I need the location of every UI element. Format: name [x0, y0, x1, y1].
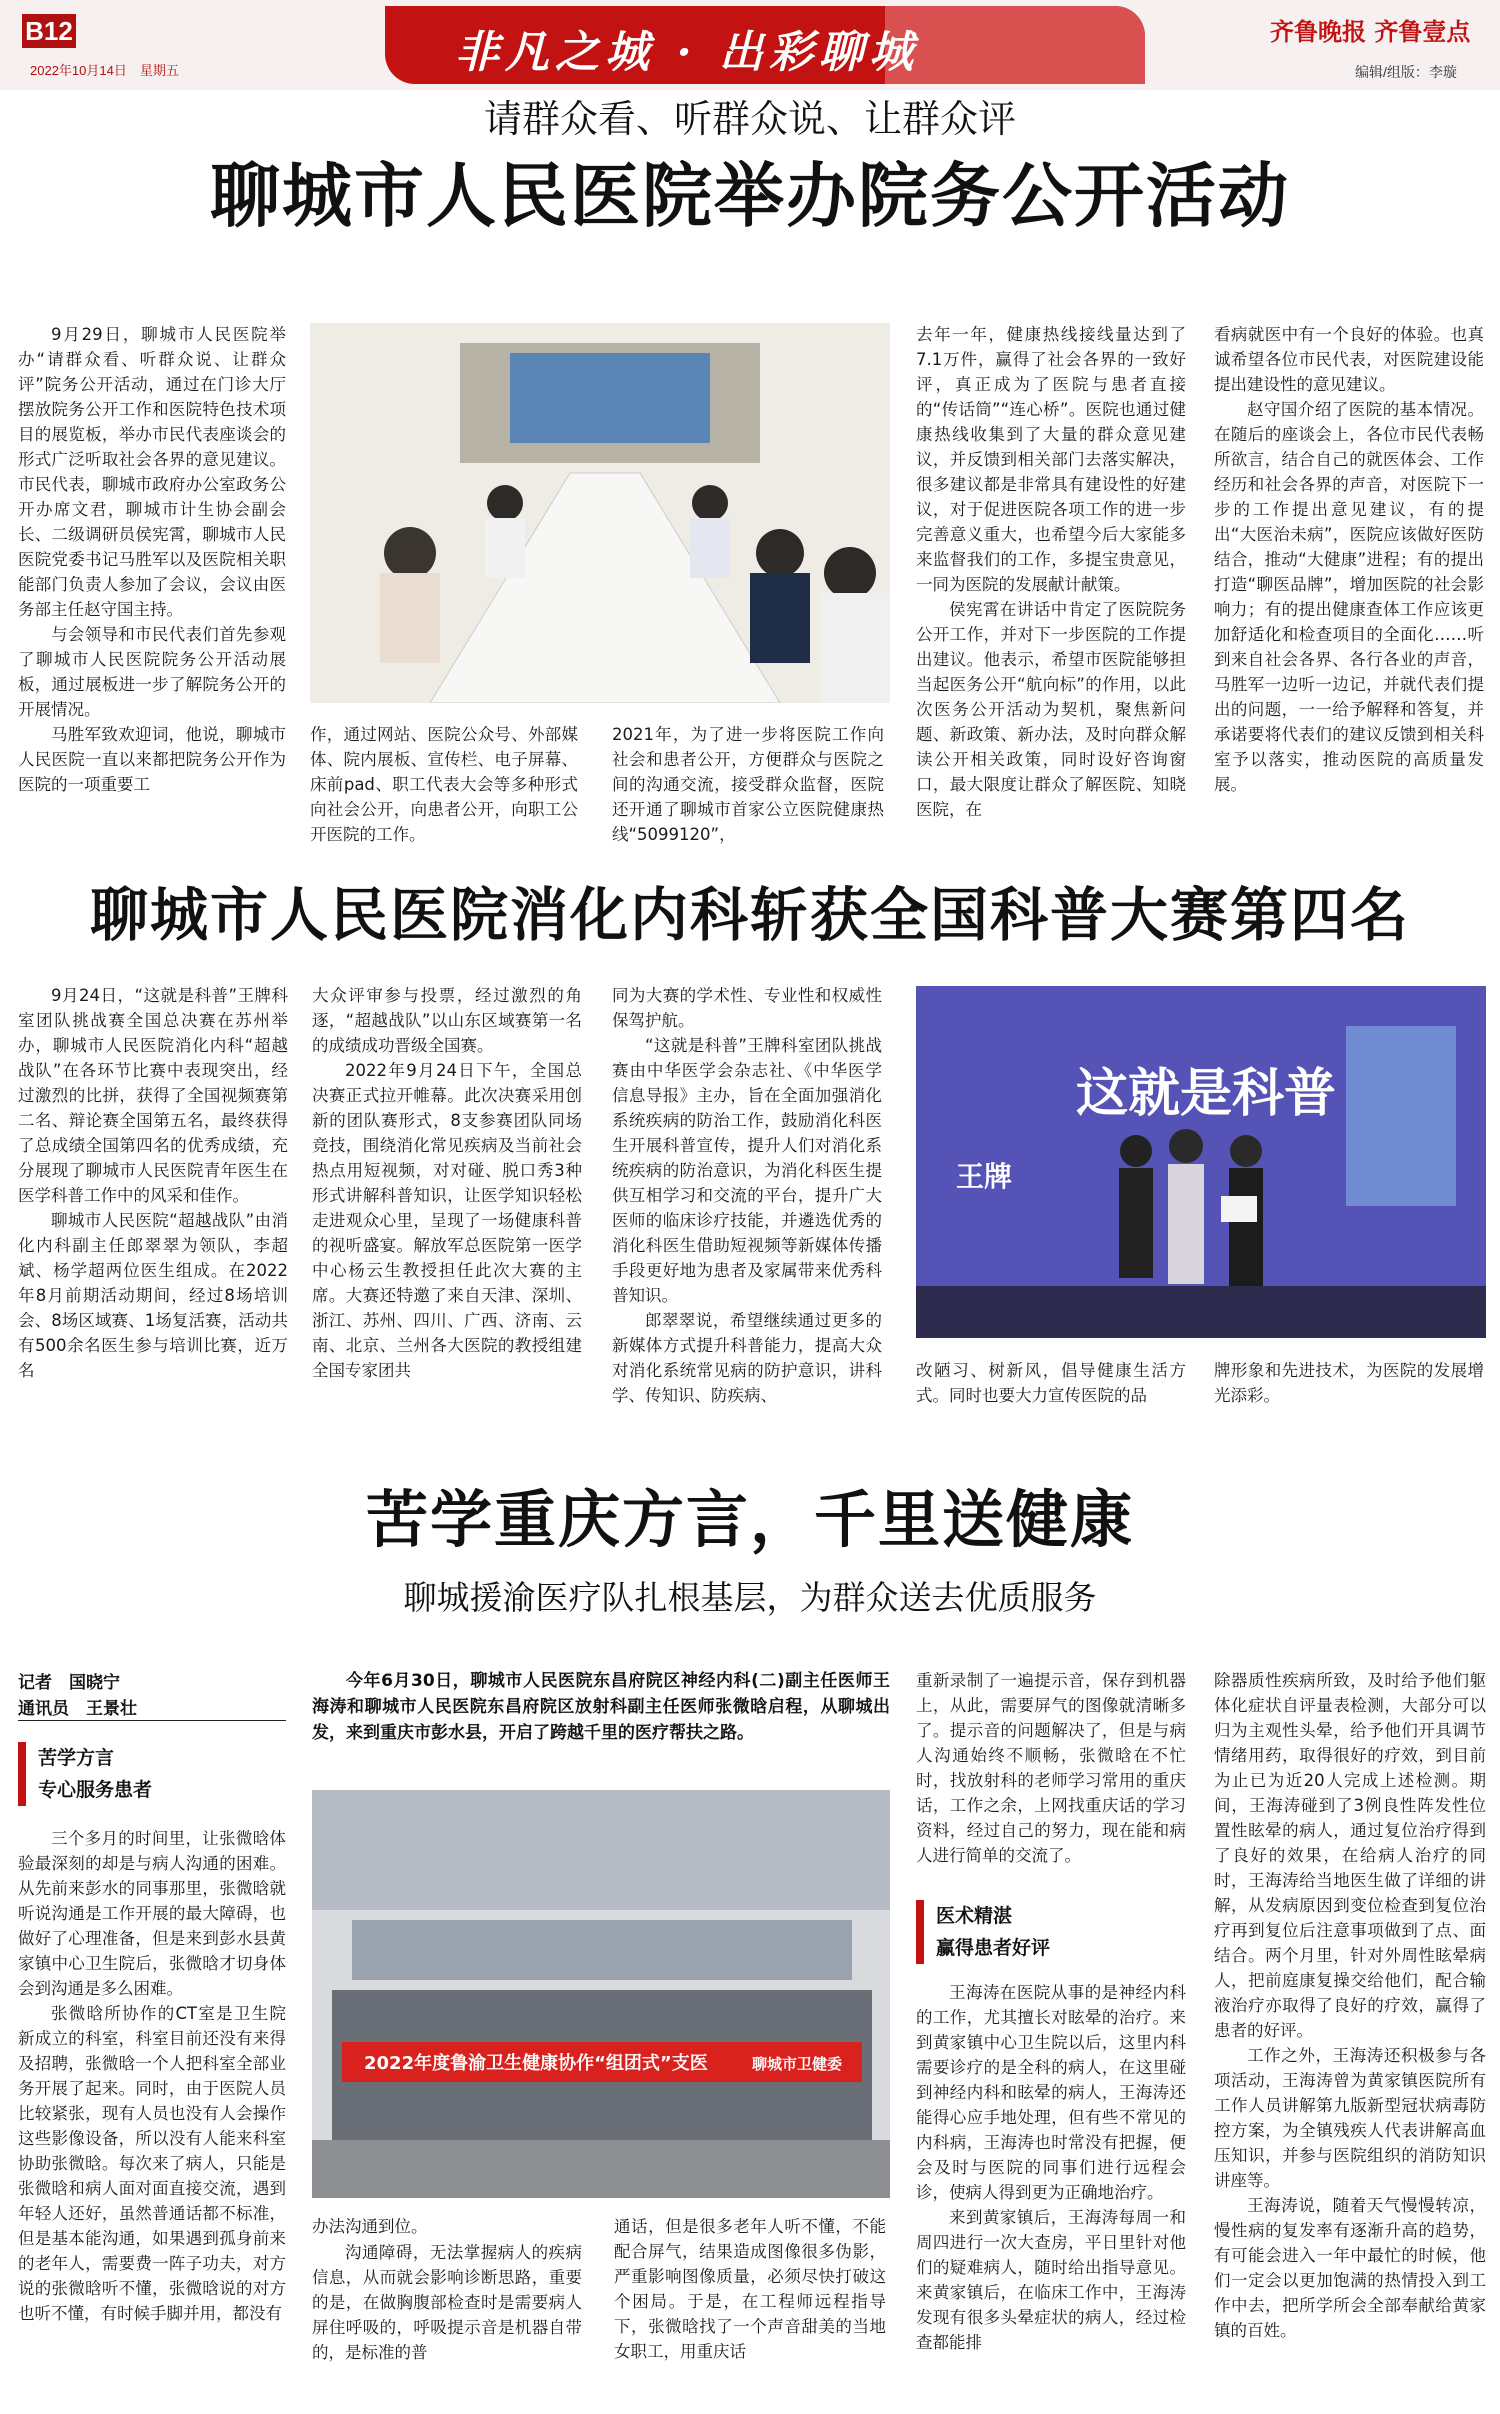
paragraph: 三个多月的时间里，让张微晗体验最深刻的却是与病人沟通的困难。从先前来彭水的同事那里，张微晗就听说沟通是工作开展的最大障碍，也做好了心理准备，但是来到彭水县黄家镇中心卫生院后，张微晗才切身体会到沟通是多么困难。	[18, 1829, 286, 1998]
paragraph: 牌形象和先进技术，为医院的发展增光添彩。	[1214, 1361, 1484, 1405]
article1-col5	[1214, 322, 1484, 844]
article3-col4b	[916, 1980, 1186, 2406]
paragraph: 看病就医中有一个良好的体验。也真诚希望各位市民代表，对医院建设能提出建设性的意见建议。	[1214, 325, 1484, 394]
meeting-photo-scene	[310, 323, 890, 703]
article3-col5	[1214, 1668, 1486, 2406]
article2-col5	[1214, 1358, 1484, 1424]
paragraph: 郎翠翠说，希望继续通过更多的新媒体方式提升科普能力，提高大众对消化系统常见病的防护意识，讲科学、传知识、防疾病、	[612, 1311, 882, 1405]
paragraph: 王海涛在医院从事的是神经内科的工作，尤其擅长对眩晕的治疗。来到黄家镇中心卫生院以后，这里内科需要诊疗的是全科的病人，在这里碰到神经内科和眩晕的病人，王海涛还能得心应手地处理，但有些不常见的内科病，王海涛也时常没有把握，便会及时与医院的同事们进行远程会诊，使病人得到更为正确地治疗。	[916, 1983, 1186, 2202]
paragraph: 马胜军致欢迎词，他说，聊城市人民医院一直以来都把院务公开作为医院的一项重要工	[18, 725, 286, 794]
article1-col3	[612, 722, 884, 844]
group-banner-right: 聊城市卫健委	[752, 2055, 843, 2073]
article2-col2	[312, 983, 582, 1423]
paragraph: 工作之外，王海涛还积极参与各项活动，王海涛曾为黄家镇医院所有工作人员讲解第九版新型冠状病毒防控方案，为全镇残疾人代表讲解高血压知识，并参与医院组织的消防知识讲座等。	[1214, 2046, 1486, 2190]
section-heading-2	[916, 1900, 1186, 1964]
section-heading	[18, 1742, 286, 1806]
meeting-photo	[310, 323, 890, 703]
article1-title: 聊城市人民医院举办院务公开活动	[210, 154, 1290, 237]
article1-col1	[18, 322, 286, 844]
paragraph: 9月24日，“这就是科普”王牌科室团队挑战赛全国总决赛在苏州举办，聊城市人民医院消化内科“超越战队”在各环节比赛中表现突出，经过激烈的比拼，获得了全国视频赛第二名、辩论赛全国第五名，最终获得了总成绩全国第四名的优秀成绩，充分展现了聊城市人民医院青年医生在医学科普工作中的风采和佳作。	[18, 986, 288, 1205]
paragraph: 王海涛说，随着天气慢慢转凉，慢性病的复发率有逐渐升高的趋势，有可能会进入一年中最忙的时候，他们一定会以更加饱满的热情投入到工作中去，把所学所会全部奉献给黄家镇的百姓。	[1214, 2196, 1486, 2340]
group-banner-text: 2022年度鲁渝卫生健康协作“组团式”支医	[364, 2053, 708, 2074]
paragraph: 改陋习、树新风，倡导健康生活方式。同时也要大力宣传医院的品	[916, 1361, 1186, 1405]
paragraph: 同为大赛的学术性、专业性和权威性保驾护航。	[612, 986, 882, 1030]
paragraph: 大众评审参与投票，经过激烈的角逐，“超越战队”以山东区域赛第一名的成绩成功晋级全国赛。	[312, 986, 582, 1055]
article3-lead: 今年6月30日，聊城市人民医院东昌府院区神经内科(二)副主任医师王海涛和聊城市人民医院东昌府院区放射科副主任医师张微晗启程，从聊城出发，来到重庆市彭水县，开启了跨越千里的医疗帮扶之路。	[312, 1671, 890, 1743]
banner-slogan: 非凡之城 · 出彩聊城	[455, 27, 919, 78]
article1-kicker: 请群众看、听群众说、让群众评	[483, 97, 1016, 141]
award-photo-scene	[916, 986, 1486, 1338]
article2-col1	[18, 983, 288, 1423]
byline-reporter: 记者 国晓宁	[18, 1673, 120, 1693]
paragraph: 与会领导和市民代表们首先参观了聊城市人民医院院务公开活动展板，通过展板进一步了解院务公开的开展情况。	[18, 625, 286, 719]
paragraph: 通话，但是很多老年人听不懂，不能配合屏气，结果造成图像很多伪影，严重影响图像质量，必须尽快打破这个困局。于是，在工程师远程指导下，张微晗找了一个声音甜美的当地女职工，用重庆话	[614, 2217, 886, 2361]
article3-subtitle: 聊城援渝医疗队扎根基层，为群众送去优质服务	[403, 1578, 1097, 1617]
team-photo-scene	[312, 1790, 890, 2198]
page-number: B12	[22, 14, 76, 48]
paragraph: 沟通障碍，无法掌握病人的疾病信息，从而就会影响诊断思路，重要的是，在做胸腹部检查时是需要病人屏住呼吸的，呼吸提示音是机器自带的，是标准的普	[312, 2243, 582, 2362]
byline-correspondent: 通讯员 王景壮	[18, 1699, 137, 1719]
paragraph: “这就是科普”王牌科室团队挑战赛由中华医学会杂志社、《中华医学信息导报》主办，旨在全面加强消化系统疾病的防治工作，鼓励消化科医生开展科普宣传，提升人们对消化系统疾病的防治意识，为消化科医生提供互相学习和交流的平台，提升广大医师的临床诊疗技能，并遴选优秀的消化科医生借助短视频等新媒体传播手段更好地为患者及家属带来优秀科普知识。	[612, 1036, 882, 1305]
paragraph: 赵守国介绍了医院的基本情况。在随后的座谈会上，各位市民代表畅所欲言，结合自己的就医体会、工作经历和社会各界的声音，对医院下一步的工作提出意见建议，有的提出“大医治未病”，医院应该做好医防结合，推动“大健康”进程；有的提出打造“聊医品牌”，增加医院的社会影响力；有的提出健康查体工作应该更加舒适化和检查项目的全面化……听到来自社会各界、各行各业的声音，马胜军一边听一边记，并就代表们提出的问题，一一给予解释和答复，并承诺要将代表们的建议反馈到相关科室予以落实，推动医院的高质量发展。	[1214, 400, 1484, 794]
article2-col4	[916, 1358, 1186, 1424]
article2-title: 聊城市人民医院消化内科斩获全国科普大赛第四名	[89, 881, 1410, 949]
paragraph: 2021年，为了进一步将医院工作向社会和患者公开，方便群众与医院之间的沟通交流，接受群众监督，医院还开通了聊城市首家公立医院健康热线“5099120”，	[612, 725, 884, 844]
article3-col1	[18, 1826, 286, 2406]
paragraph: 侯宪霄在讲话中肯定了医院院务公开工作，并对下一步医院的工作提出建议。他表示，希望市医院能够担当起医务公开“航向标”的作用，以此次医务公开活动为契机，聚焦新问题、新政策、新办法，及时向群众解读公开相关政策，同时设好咨询窗口，最大限度让群众了解医院、知晓医院，在	[916, 600, 1186, 819]
stage-subtitle: 王牌	[956, 1160, 1013, 1193]
paragraph: 2022年9月24日下午，全国总决赛正式拉开帷幕。此次决赛采用创新的团队赛形式，8支参赛团队同场竞技，围绕消化常见疾病及当前社会热点用短视频，对对碰、脱口秀3种形式讲解科普知识，让医学知识轻松走进观众心里，呈现了一场健康科普的视听盛宴。解放军总医院第一医学中心杨云生教授担任此次大赛的主席。大赛还特邀了来自天津、深圳、浙江、苏州、四川、广西、济南、云南、北京、兰州各大医院的教授组建全国专家团共	[312, 1061, 582, 1380]
paragraph: 重新录制了一遍提示音，保存到机器上，从此，需要屏气的图像就清晰多了。提示音的问题解决了，但是与病人沟通始终不顺畅，张微晗在不忙时，找放射科的老师学习常用的重庆话，工作之余，上网找重庆话的学习资料，经过自己的努力，现在能和病人进行简单的交流了。	[916, 1671, 1186, 1865]
paragraph: 聊城市人民医院“超越战队”由消化内科副主任郎翠翠为领队，李超斌、杨学超两位医生组成。在2022年8月前期活动期间，经过8场培训会、8场区域赛、1场复活赛，活动共有500余名医生参与培训比赛，近万名	[18, 1211, 288, 1380]
stage-title: 这就是科普	[1076, 1064, 1337, 1124]
paragraph: 去年一年，健康热线接线量达到了7.1万件，赢得了社会各界的一致好评，真正成为了医院与患者直接的“传话筒”“连心桥”。医院也通过健康热线收集到了大量的群众意见建议，并反馈到相关部门去落实解决，很多建议都是非常具有建设性的好建议，对于促进医院各项工作的进一步完善意义重大，也希望今后大家能多来监督我们的工作，多提宝贵意见，一同为医院的发展献计献策。	[916, 325, 1186, 594]
article3-title: 苦学重庆方言，千里送健康	[365, 1483, 1134, 1556]
article3-col3	[614, 2214, 886, 2406]
article3-col4a	[916, 1668, 1186, 1893]
paragraph: 办法沟通到位。	[312, 2217, 428, 2236]
article1-col4	[916, 322, 1186, 844]
award-photo	[916, 986, 1486, 1338]
paragraph: 除器质性疾病所致，及时给予他们躯体化症状自评量表检测，大部分可以归为主观性头晕，给予他们开具调节情绪用药，取得很好的疗效，到目前为止已为近20人完成上述检测。期间，王海涛碰到了3例良性阵发性位置性眩晕的病人，通过复位治疗得到了良好的效果，在给病人治疗的同时，王海涛给当地医生做了详细的讲解，从发病原因到变位检查到复位治疗再到复位后注意事项做到了点、面结合。两个月里，针对外周性眩晕病人，把前庭康复操交给他们，配合输液治疗亦取得了良好的疗效，赢得了患者的好评。	[1214, 1671, 1486, 2040]
section-heading-line1: 苦学方言	[38, 1747, 115, 1769]
paragraph: 9月29日，聊城市人民医院举办“请群众看、听群众说、让群众评”院务公开活动，通过在门诊大厅摆放院务公开工作和医院特色技术项目的展览板，举办市民代表座谈会的形式广泛听取社会各界的意见建议。市民代表，聊城市政府办公室政务公开办席文君，聊城市计生协会副会长、二级调研员侯宪霄，聊城市人民医院党委书记马胜军以及医院相关职能部门负责人参加了会议，会议由医务部主任赵守国主持。	[18, 325, 286, 619]
newspaper-logo: 齐鲁晚报 齐鲁壹点	[1270, 18, 1471, 46]
paragraph: 作，通过网站、医院公众号、外部媒体、院内展板、宣传栏、电子屏幕、床前pad、职工代表大会等多种形式向社会公开，向患者公开，向职工公开医院的工作。	[310, 725, 578, 844]
byline-divider	[18, 1720, 286, 1721]
paragraph: 张微晗所协作的CT室是卫生院新成立的科室，科室目前还没有来得及招聘，张微晗一个人把科室全部业务开展了起来。同时，由于医院人员比较紧张，现有人员也没有人会操作这些影像设备，所以没有人能来科室协助张微晗。每次来了病人，只能是张微晗和病人面对面直接交流，遇到年轻人还好，虽然普通话都不标准，但是基本能沟通，如果遇到孤身前来的老年人，需要费一阵子功夫，对方说的张微晗听不懂，张微晗说的对方也听不懂，有时候手脚并用，都没有	[18, 2004, 286, 2323]
section-heading-2-line1: 医术精湛	[936, 1905, 1013, 1927]
article3-col2b	[312, 2240, 582, 2406]
issue-date: 2022年10月14日 星期五	[30, 63, 179, 78]
article2-col3	[612, 983, 882, 1423]
paragraph: 来到黄家镇后，王海涛每周一和周四进行一次大查房，平日里针对他们的疑难病人，随时给出指导意见。来黄家镇后，在临床工作中，王海涛发现有很多头晕症状的病人，经过检查都能排	[916, 2208, 1186, 2352]
editor-credit: 编辑/组版：李璇	[1355, 64, 1457, 80]
section-heading-line2: 专心服务患者	[38, 1779, 153, 1801]
article1-col2	[310, 722, 578, 844]
team-photo	[312, 1790, 890, 2198]
section-heading-2-line2: 赢得患者好评	[936, 1937, 1051, 1959]
article3-col2a	[312, 2214, 582, 2239]
